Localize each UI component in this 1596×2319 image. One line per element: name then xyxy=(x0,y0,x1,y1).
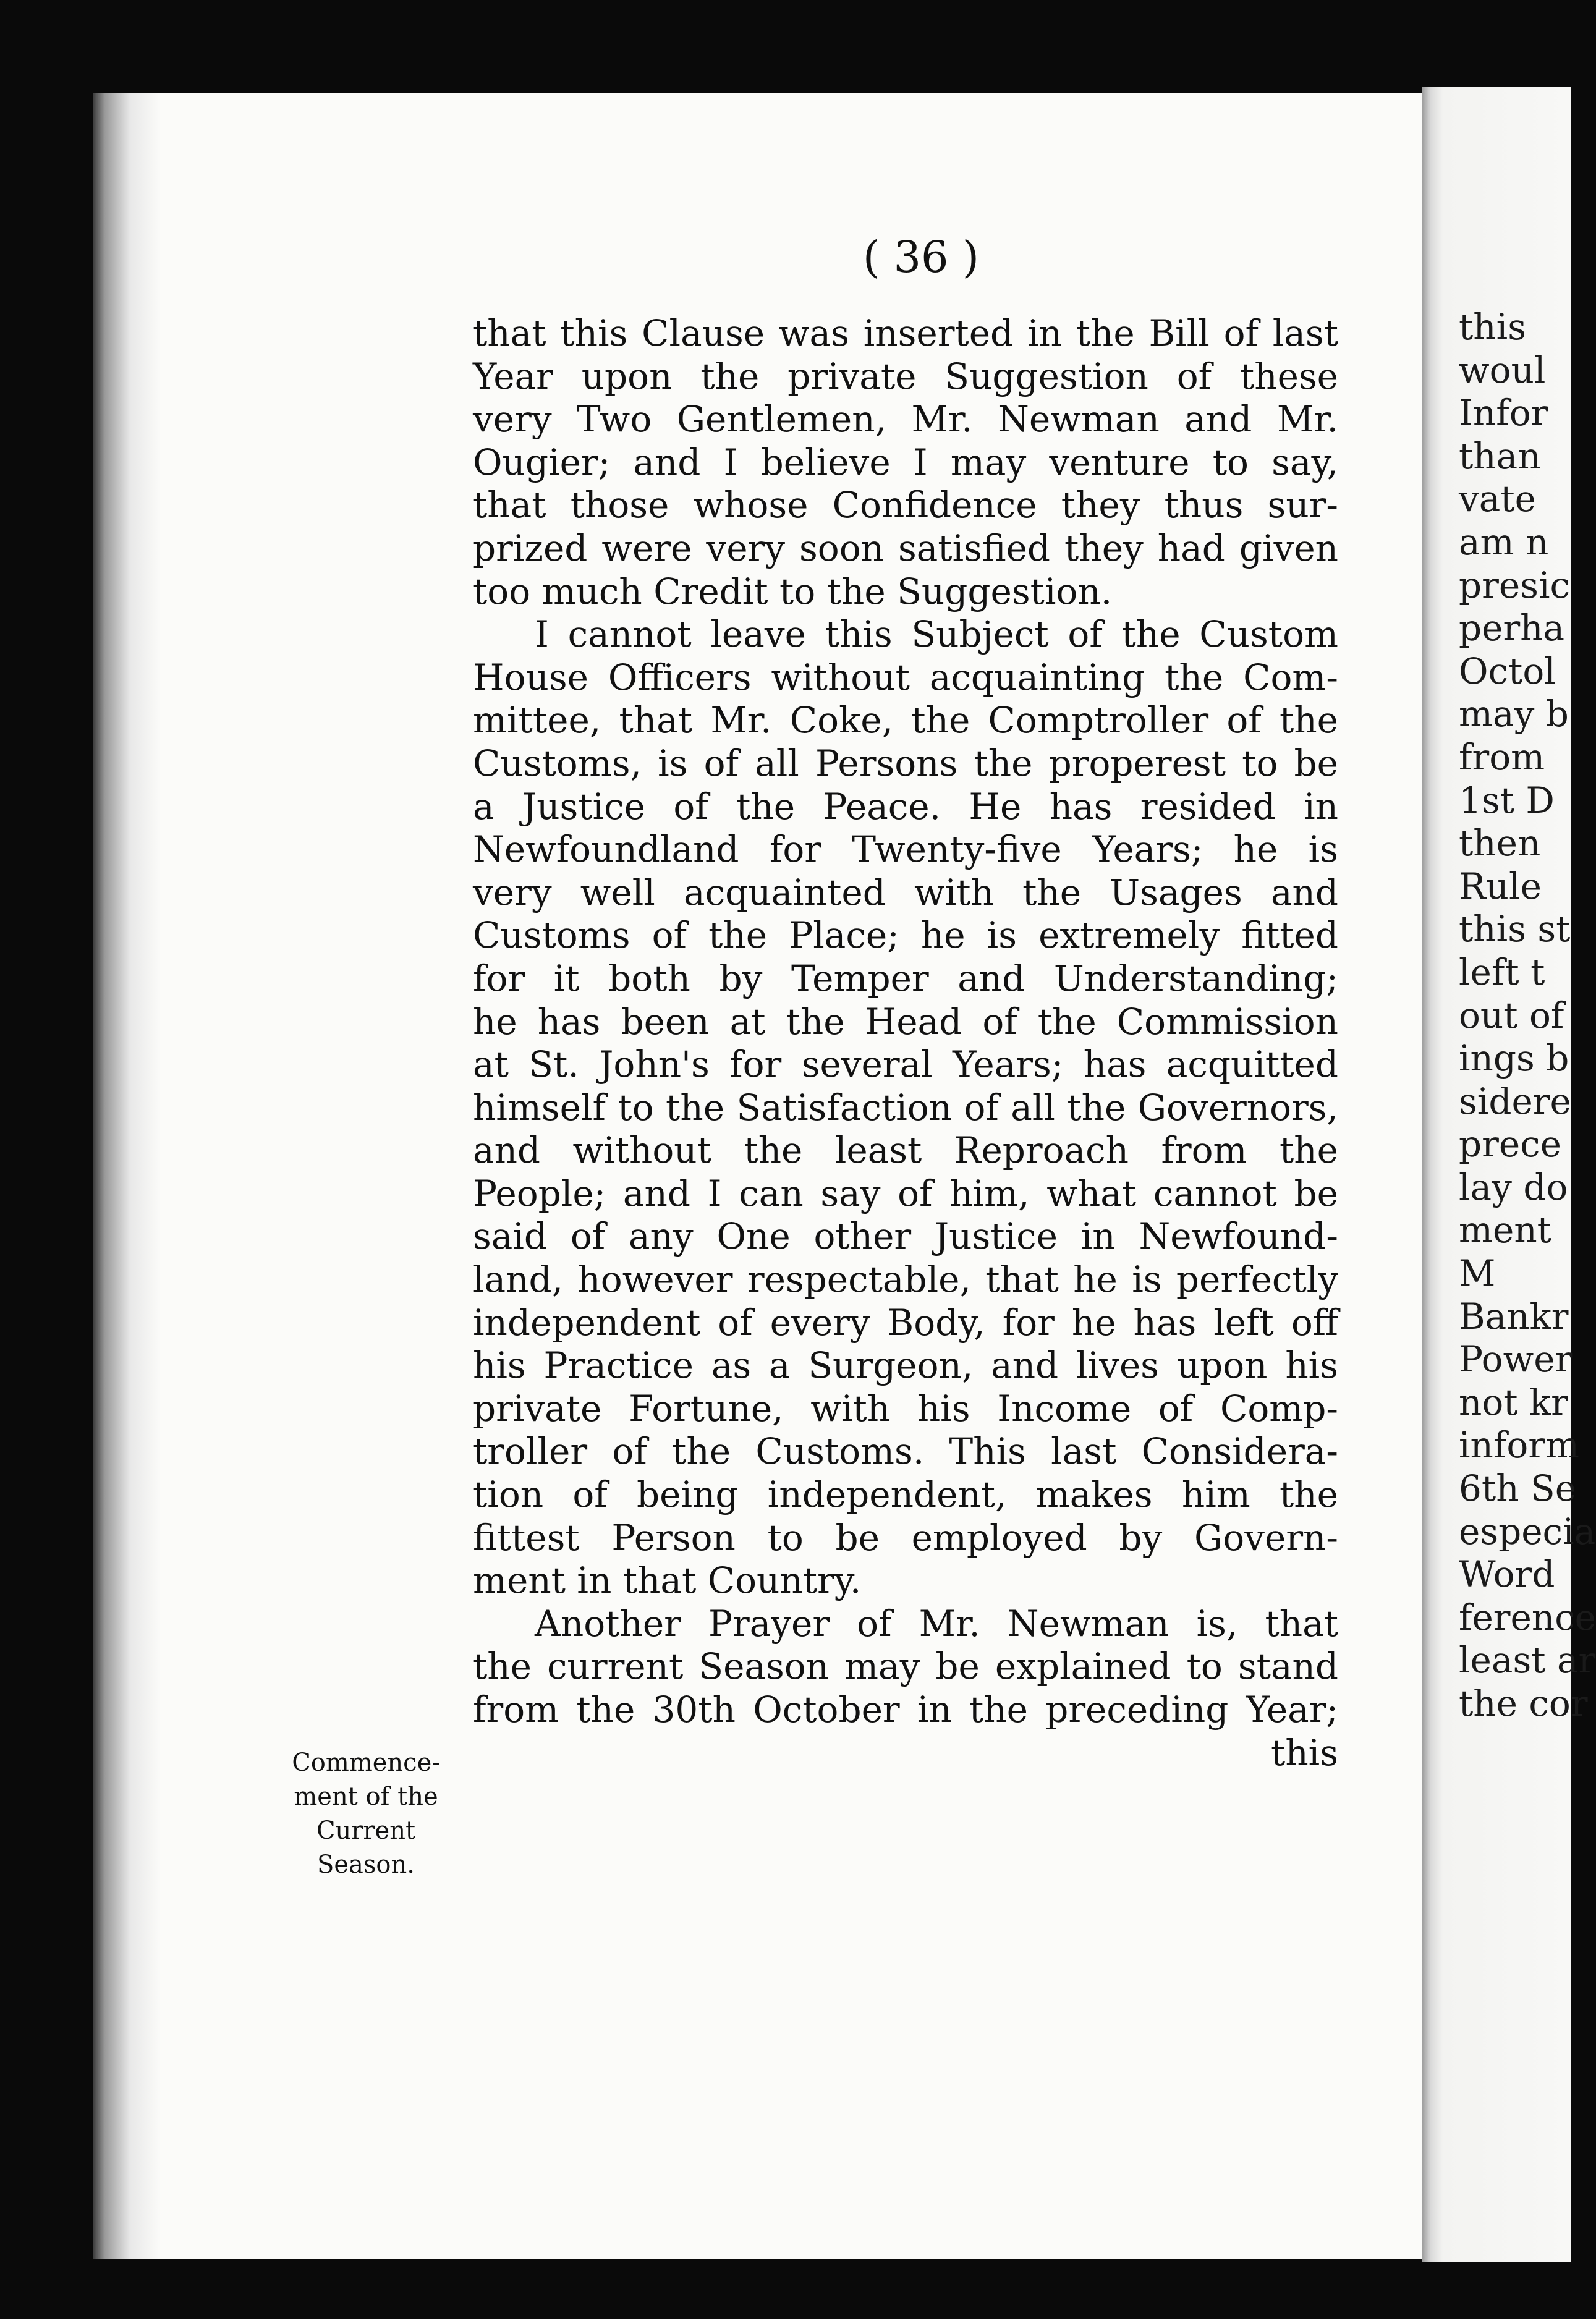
facing-page-line: the cor xyxy=(1459,1682,1588,1724)
text-line: very Two Gentlemen, Mr. Newman and Mr. xyxy=(473,398,1338,441)
facing-page-line: Word xyxy=(1459,1553,1555,1596)
facing-page-line: ings b xyxy=(1459,1037,1569,1080)
facing-page-line: perha xyxy=(1459,607,1565,650)
facing-page-line: not kr xyxy=(1459,1381,1568,1423)
facing-page-line: Power xyxy=(1459,1338,1573,1381)
facing-page-line: am n xyxy=(1459,520,1549,563)
facing-page-line: 6th Se xyxy=(1459,1467,1577,1510)
facing-page-line: woul xyxy=(1459,349,1546,391)
text-line: mittee, that Mr. Coke, the Comptroller of the xyxy=(473,699,1338,742)
text-line: Newfoundland for Twenty-five Years; he is xyxy=(473,828,1338,871)
facing-page-line: 1st D xyxy=(1459,779,1555,821)
facing-page-line: M xyxy=(1459,1252,1496,1295)
facing-page-line: Infor xyxy=(1459,392,1548,435)
text-line: from the 30th October in the preceding Year; xyxy=(473,1689,1338,1731)
facing-page-line: inform xyxy=(1459,1424,1580,1467)
text-line: Another Prayer of Mr. Newman is, that xyxy=(535,1602,1338,1645)
facing-page-line: then xyxy=(1459,822,1541,865)
facing-page-line: Octol xyxy=(1459,650,1556,692)
text-line: his Practice as a Surgeon, and lives upon his xyxy=(473,1344,1338,1387)
text-line: the current Season may be explained to stand xyxy=(473,1645,1338,1688)
text-line: People; and I can say of him, what cannot be xyxy=(473,1172,1338,1215)
margin-note-line: Commence- xyxy=(292,1749,440,1777)
text-line: independent of every Body, for he has left off xyxy=(473,1301,1338,1344)
page-gutter xyxy=(93,93,161,2259)
text-line: that those whose Confidence they thus sur- xyxy=(473,484,1338,527)
text-line: himself to the Satisfaction of all the Governors, xyxy=(473,1086,1338,1129)
text-line: very well acquainted with the Usages and xyxy=(473,871,1338,914)
text-line: a Justice of the Peace. He has resided in xyxy=(473,785,1338,828)
facing-page-edge xyxy=(1422,87,1596,2262)
text-line: land, however respectable, that he is perfectly xyxy=(473,1258,1338,1301)
facing-page-line: may b xyxy=(1459,693,1569,736)
facing-page-line: prece xyxy=(1459,1123,1561,1166)
facing-page-line: left t xyxy=(1459,951,1545,993)
facing-page-line: ference xyxy=(1459,1596,1596,1639)
facing-page-line: than xyxy=(1459,435,1541,477)
facing-page-line: lay do xyxy=(1459,1166,1568,1208)
facing-page-line: out of xyxy=(1459,994,1564,1037)
text-line: Customs, is of all Persons the properest to be xyxy=(473,742,1338,784)
facing-page-text xyxy=(1459,306,1596,1726)
text-line: Ougier; and I believe I may venture to say, xyxy=(473,441,1338,483)
text-line: fittest Person to be employed by Govern- xyxy=(473,1516,1338,1559)
text-line: troller of the Customs. This last Considera- xyxy=(473,1430,1338,1473)
facing-page-line: this xyxy=(1459,306,1526,348)
facing-page-line: this st xyxy=(1459,908,1571,951)
text-line: for it both by Temper and Understanding; xyxy=(473,957,1338,999)
text-line: that this Clause was inserted in the Bill of last xyxy=(473,312,1338,354)
margin-note-line: Current xyxy=(316,1817,416,1845)
text-line: private Fortune, with his Income of Comp- xyxy=(473,1387,1338,1430)
text-line: he has been at the Head of the Commission xyxy=(473,1000,1338,1043)
text-line: Customs of the Place; he is extremely fitted xyxy=(473,914,1338,957)
text-line: Year upon the private Suggestion of these xyxy=(473,355,1338,397)
catchword: this xyxy=(1271,1731,1338,1774)
text-line: too much Credit to the Suggestion. xyxy=(473,570,1113,613)
margin-note-line: ment of the xyxy=(294,1783,438,1811)
text-line: prized were very soon satisfied they had given xyxy=(473,527,1338,569)
facing-page-line: especia xyxy=(1459,1510,1596,1553)
facing-page-line: ment xyxy=(1459,1209,1551,1252)
facing-page-line: Rule xyxy=(1459,865,1542,907)
margin-note-line: Season. xyxy=(316,1851,415,1879)
text-line: ment in that Country. xyxy=(473,1559,862,1602)
facing-page-line: presic xyxy=(1459,564,1570,606)
text-line: House Officers without acquainting the Com- xyxy=(473,656,1338,698)
facing-page-line: vate xyxy=(1459,478,1536,520)
text-line: and without the least Reproach from the xyxy=(473,1129,1338,1172)
facing-page-line: Bankr xyxy=(1459,1295,1569,1338)
text-line: said of any One other Justice in Newfound- xyxy=(473,1215,1338,1258)
facing-page-line: least ar xyxy=(1459,1639,1596,1682)
margin-note xyxy=(279,1746,452,1882)
facing-page-line: sidere xyxy=(1459,1080,1571,1122)
text-line: at St. John's for several Years; has acquitted xyxy=(473,1043,1338,1086)
facing-page-line: from xyxy=(1459,736,1545,778)
text-line: I cannot leave this Subject of the Custom xyxy=(535,613,1338,656)
text-line: tion of being independent, makes him the xyxy=(473,1473,1338,1516)
page-number: ( 36 ) xyxy=(862,232,980,282)
body-text xyxy=(473,312,1338,1774)
